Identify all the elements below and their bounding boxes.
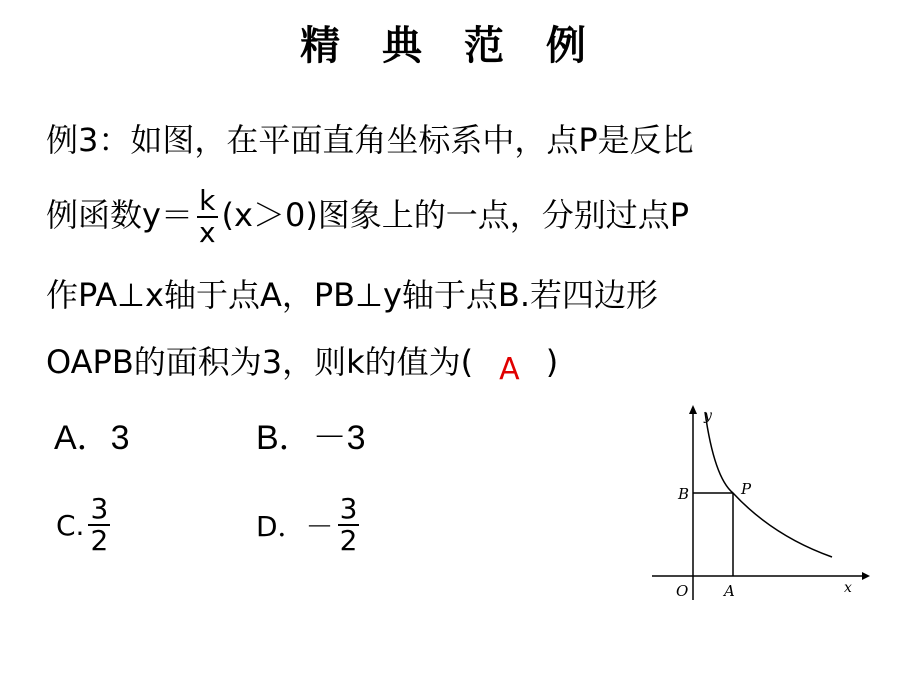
problem-line-2-post: (x＞0)图象上的一点，分别过点P (221, 196, 690, 234)
option-c-label: C. (56, 508, 85, 542)
origin-label: O (676, 582, 689, 600)
option-c-numerator: 3 (90, 492, 109, 525)
problem-line-4-pre: OAPB的面积为3，则k的值为( (46, 343, 474, 381)
coordinate-graph (640, 402, 870, 607)
fraction-denominator: x (198, 216, 216, 249)
y-axis-arrow (689, 405, 697, 414)
hyperbola-curve (705, 412, 832, 557)
page-title: 精 典 范 例 (300, 23, 600, 69)
problem-line-1: 例3：如图，在平面直角坐标系中，点P是反比 (46, 121, 694, 159)
option-d-numerator: 3 (339, 492, 358, 525)
problem-line-4 (46, 342, 559, 387)
option-d-denominator: 2 (339, 524, 358, 557)
x-axis-arrow (862, 572, 870, 580)
answer-mark: A (499, 352, 520, 387)
option-d (256, 494, 363, 556)
problem-line-2-pre: 例函数y＝ (46, 196, 193, 234)
problem-line-3: 作PA⊥x轴于点A，PB⊥y轴于点B.若四边形 (46, 276, 659, 314)
point-p-label: P (741, 480, 752, 498)
point-a-label: A (724, 582, 735, 600)
option-b: B．－3 (256, 419, 366, 457)
x-axis-label: x (844, 580, 852, 596)
point-b-label: B (678, 485, 690, 503)
problem-line-4-post: ) (545, 343, 559, 381)
option-a: A．3 (54, 419, 130, 457)
option-c (56, 494, 114, 556)
fraction-k-over-x (197, 186, 218, 248)
option-d-fraction (338, 494, 360, 556)
y-axis-label: y (704, 408, 712, 424)
problem-line-2 (46, 186, 689, 248)
fraction-numerator: k (197, 186, 218, 218)
option-c-denominator: 2 (90, 524, 109, 557)
option-c-fraction (88, 494, 110, 556)
option-d-label: D．－ (256, 510, 334, 543)
